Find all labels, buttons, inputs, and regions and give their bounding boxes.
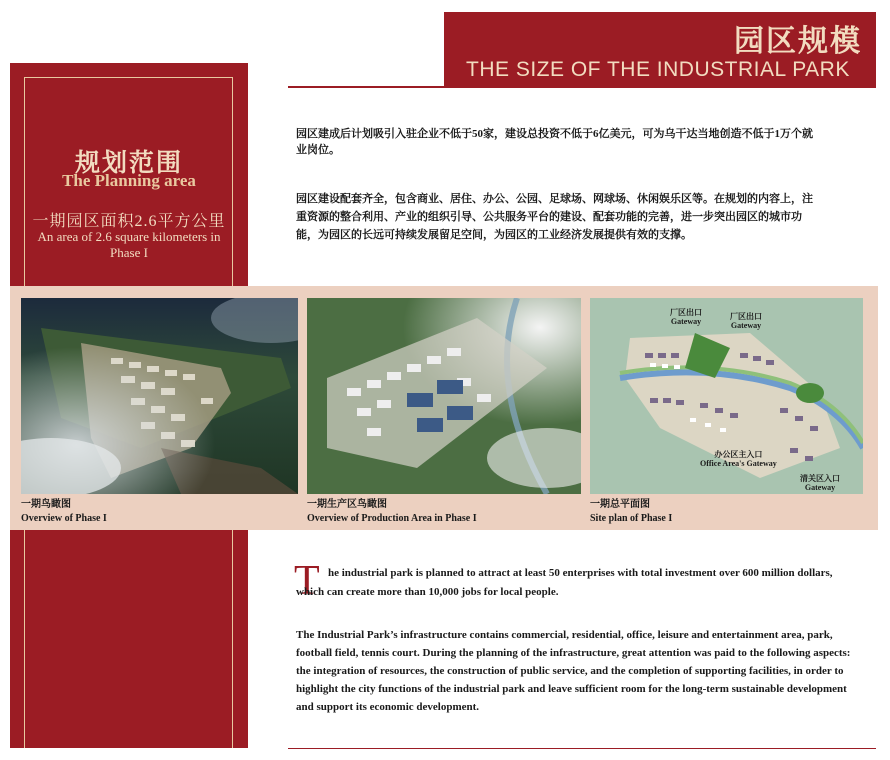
caption-overview-en: Overview of Phase I bbox=[21, 513, 107, 524]
site-plan-label-gateway-2 bbox=[730, 312, 762, 330]
site-plan-label-customs-gateway bbox=[800, 474, 840, 492]
frame-line bbox=[24, 77, 233, 78]
customs-gateway-en: Gateway bbox=[804, 483, 836, 492]
customs-gateway-cn: 清关区入口 bbox=[800, 474, 840, 483]
chinese-paragraph-2: 园区建设配套齐全，包含商业、居住、办公、公园、足球场、网球场、休闲娱乐区等。在规划的内容上，注重资源的整合利用、产业的组织引导、公共服务平台的建设、配套功能的完善，进一步突出园区的城市功能，为园区的长远可持续发展留足空间，为园区的工业经济发展提供有效的支撑。 bbox=[296, 193, 813, 241]
frame-line bbox=[24, 529, 25, 748]
gateway-2-cn: 厂区出口 bbox=[730, 312, 762, 321]
aerial-overview-image bbox=[21, 298, 298, 494]
caption-production-en: Overview of Production Area in Phase I bbox=[307, 513, 477, 524]
caption-production-area bbox=[307, 498, 477, 526]
drop-cap: T bbox=[294, 558, 320, 604]
chinese-paragraph-1: 园区建成后计划吸引入驻企业不低于50家，建设总投资不低于6亿美元，可为乌干达当地创造不低于1万个就业岗位。 bbox=[296, 128, 813, 156]
header-banner bbox=[444, 12, 876, 86]
sidebar-title-en: The Planning area bbox=[62, 171, 196, 190]
caption-overview-cn: 一期鸟瞰图 bbox=[21, 499, 71, 510]
page-title-en: THE SIZE OF THE INDUSTRIAL PARK bbox=[466, 58, 850, 81]
site-plan-label-gateway-1 bbox=[670, 308, 702, 326]
sidebar-title-cn: 规划范围 bbox=[74, 150, 183, 177]
frame-line bbox=[232, 529, 233, 748]
page-title-cn: 园区规模 bbox=[734, 25, 862, 58]
header-divider bbox=[288, 86, 876, 88]
sidebar-subtitle-en: An area of 2.6 square kilometers in Phase I bbox=[37, 229, 221, 260]
caption-site-plan-cn: 一期总平面图 bbox=[590, 499, 650, 510]
caption-site-plan-en: Site plan of Phase I bbox=[590, 513, 673, 524]
gateway-2-en: Gateway bbox=[730, 321, 762, 330]
gateway-1-cn: 厂区出口 bbox=[670, 308, 702, 317]
office-gateway-en: Office Area's Gateway bbox=[700, 459, 777, 468]
office-gateway-cn: 办公区主入口 bbox=[714, 450, 763, 459]
footer-divider bbox=[288, 748, 876, 749]
caption-overview bbox=[21, 498, 107, 526]
production-area-aerial-image bbox=[307, 298, 581, 494]
sidebar-subtitle-cn: 一期园区面积2.6平方公里 bbox=[32, 213, 226, 230]
gateway-1-en: Gateway bbox=[670, 317, 702, 326]
site-plan-label-office-gateway bbox=[700, 450, 777, 468]
english-paragraph-2: The Industrial Park’s infrastructure contains commercial, residential, office, leisure and entertainment area, park, football field, tennis court. During the planning of the infrastructure, great attention was paid to the following aspects: the integration of resources, the construction of public service, and the completion of supporting facilities, in order to highlight the city functions of the industrial park and leave sufficient room for the long-term sustainable development and support its economic development. bbox=[296, 629, 851, 713]
caption-production-cn: 一期生产区鸟瞰图 bbox=[307, 499, 387, 510]
english-paragraph-1: he industrial park is planned to attract at least 50 enterprises with total investment over 600 million dollars, which can create more than 10,000 jobs for local people. bbox=[296, 567, 833, 598]
caption-site-plan bbox=[590, 498, 672, 526]
